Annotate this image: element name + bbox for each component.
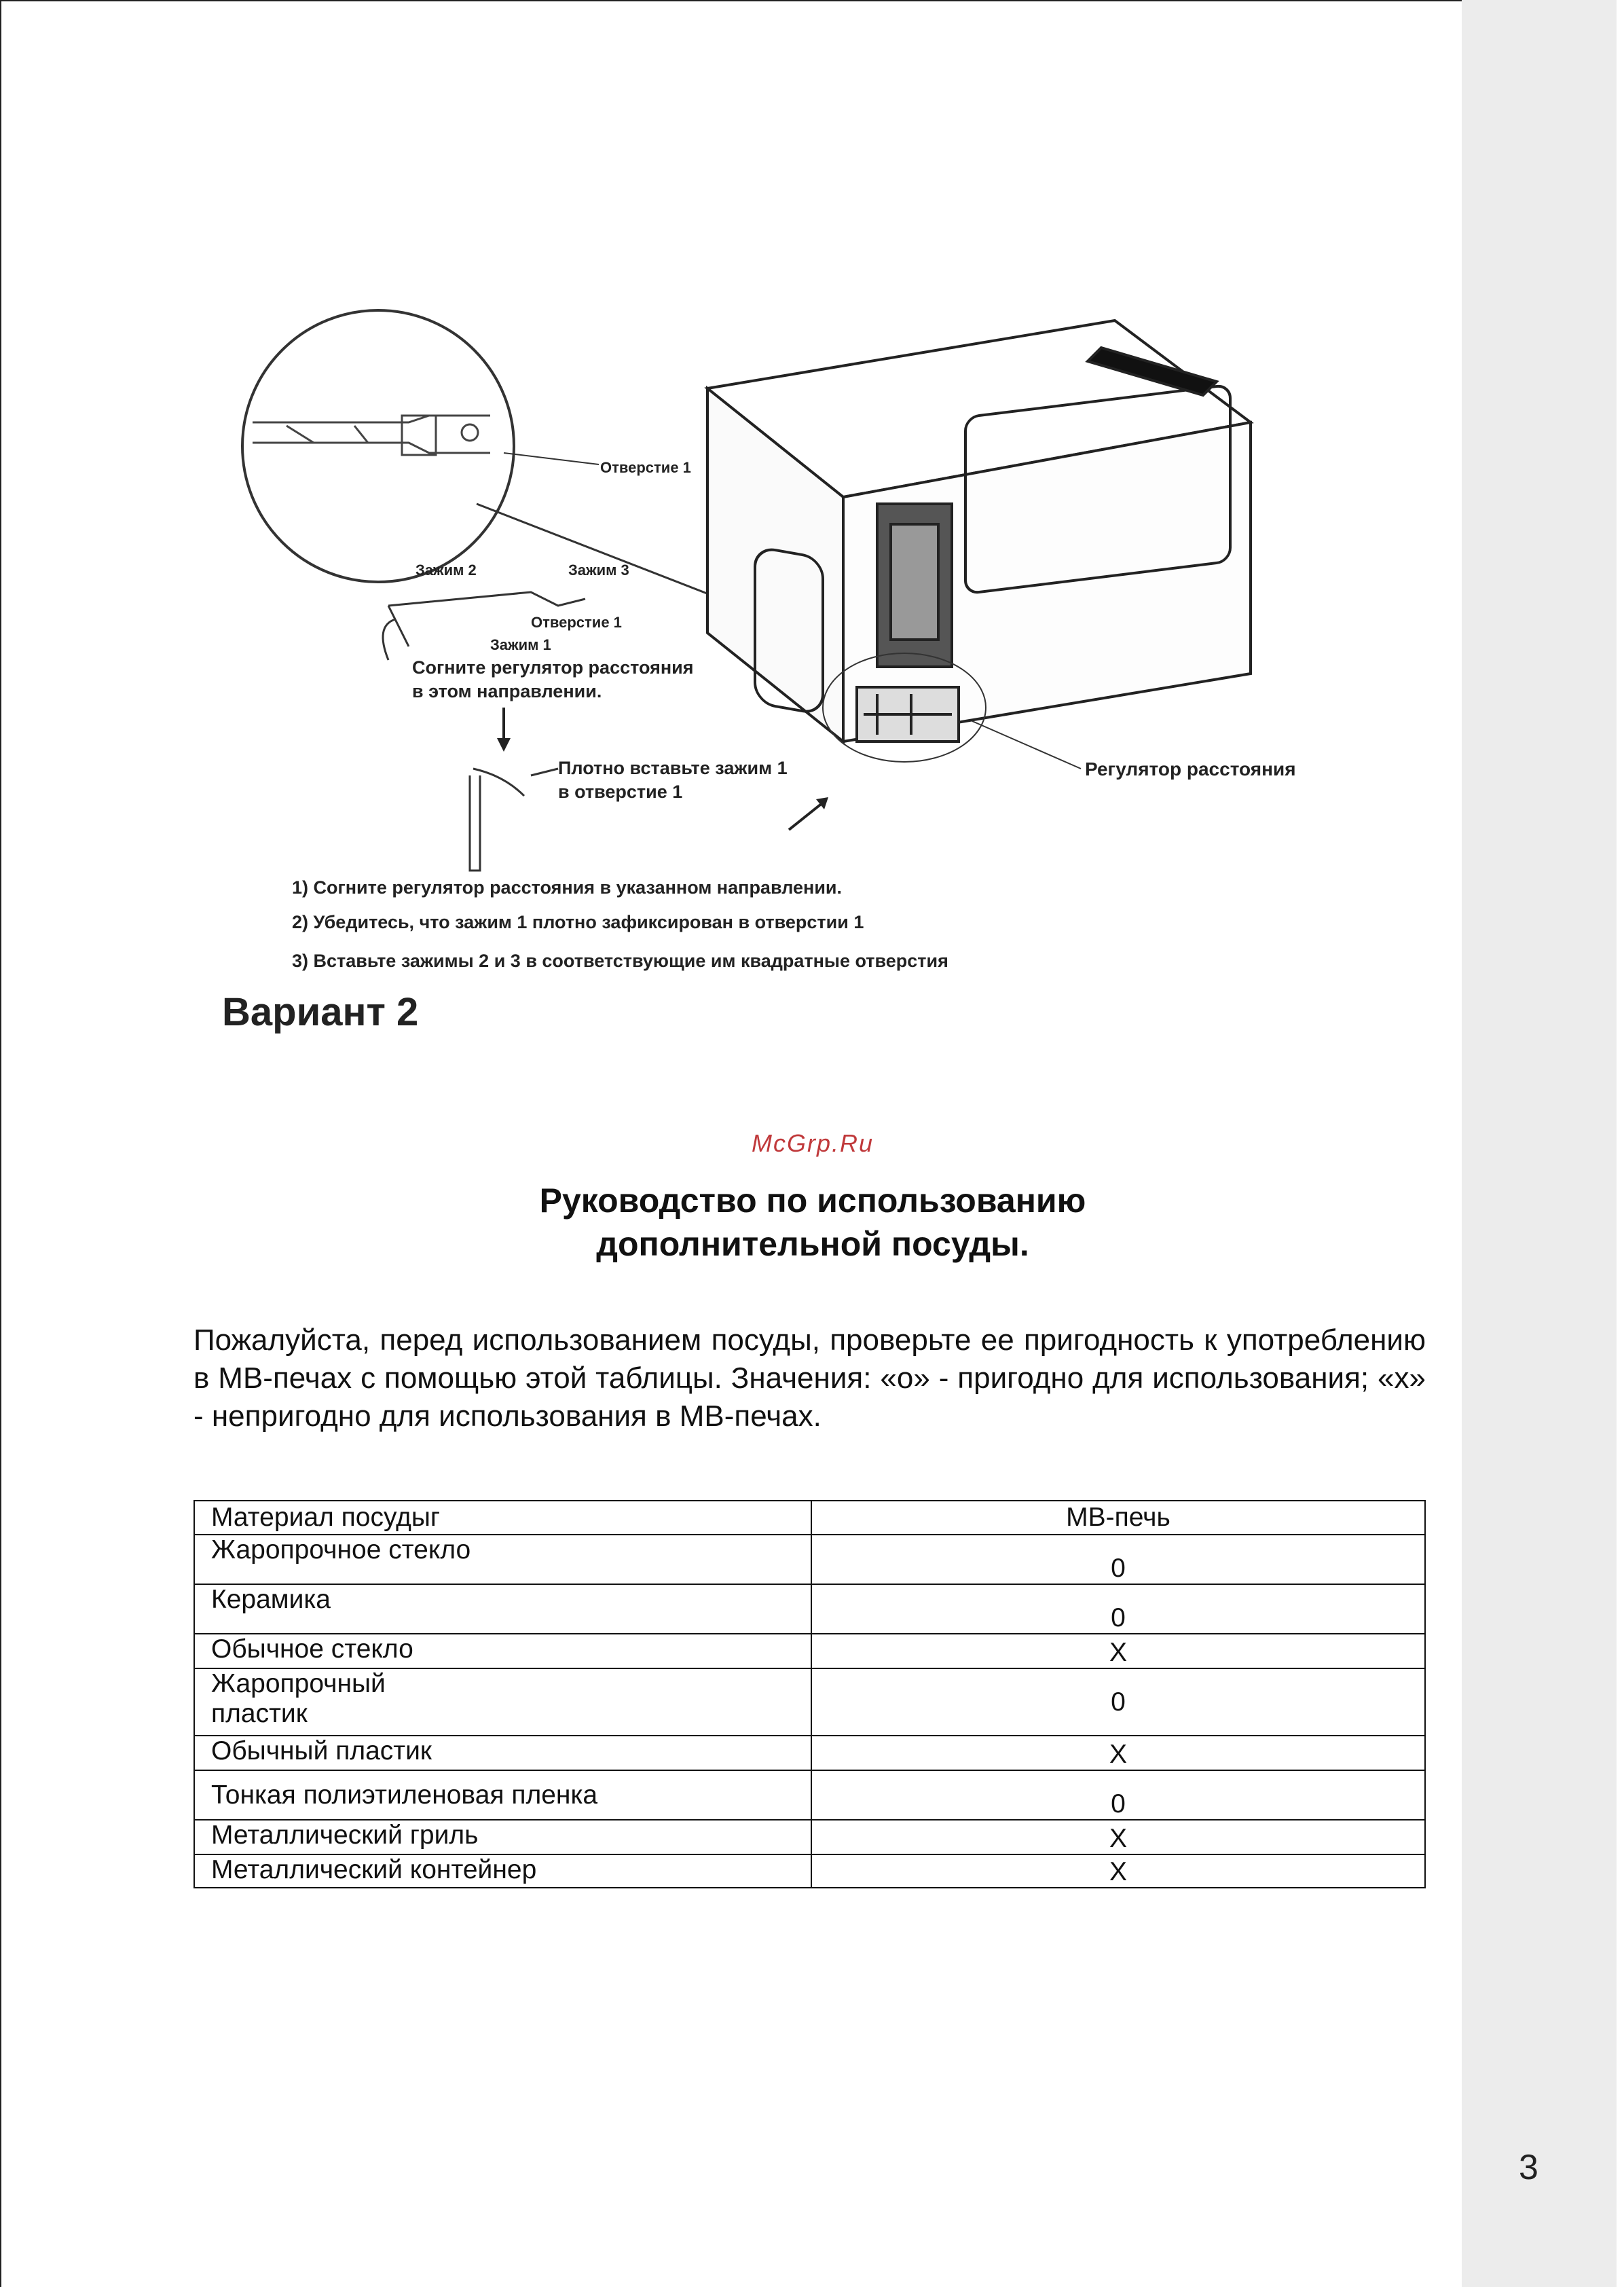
callout-hole1: Отверстие 1: [531, 614, 622, 631]
cookware-table: [193, 1500, 1426, 1888]
table-row: [194, 1535, 1425, 1584]
intro-paragraph: Пожалуйста, перед использованием посуды, проверьте ее пригодность к употреблению в МВ-печах с помощью этой таблицы. Значения: «o» - пригодно для использования; «x» - непригодно для использования в МВ-печах.: [193, 1323, 1426, 1433]
zoom-circle: [242, 310, 514, 582]
step-1: 1) Согните регулятор расстояния в указанном направлении.: [292, 877, 843, 898]
header-material: Материал посудыг: [194, 1501, 811, 1535]
material-cell: Жаропрочное стекло: [194, 1535, 811, 1584]
header-microwave: МВ-печь: [811, 1501, 1425, 1535]
callout-clamp1: Зажим 1: [490, 636, 551, 653]
table-header-row: [194, 1501, 1425, 1535]
variant-label: Вариант 2: [222, 990, 419, 1034]
value-cell: 0: [811, 1584, 1425, 1634]
callout-hole1-top: Отверстие 1: [600, 459, 691, 476]
callout-clamp2: Зажим 2: [416, 562, 477, 579]
value-cell: Х: [811, 1854, 1425, 1888]
value-cell: Х: [811, 1634, 1425, 1668]
table-row: [194, 1634, 1425, 1668]
zoom-detail: [253, 416, 490, 455]
table-row: [194, 1820, 1425, 1854]
value-cell: 0: [811, 1668, 1425, 1736]
table-row: [194, 1736, 1425, 1770]
material-cell: Обычный пластик: [194, 1736, 811, 1770]
table-row: [194, 1770, 1425, 1820]
microwave-oven: [707, 321, 1251, 742]
table-row: [194, 1854, 1425, 1888]
step-2: 2) Убедитесь, что зажим 1 плотно зафиксирован в отверстии 1: [292, 912, 864, 932]
material-cell: Тонкая полиэтиленовая пленка: [194, 1770, 811, 1820]
installation-diagram: [205, 307, 1296, 1054]
table-row: [194, 1584, 1425, 1634]
material-cell: Керамика: [194, 1584, 811, 1634]
watermark: McGrp.Ru: [751, 1129, 874, 1157]
clamp-insert-sketch: [470, 769, 558, 871]
page-margin-strip: [1462, 0, 1617, 2287]
callout-insert-line1: Плотно вставьте зажим 1: [558, 758, 788, 778]
callout-bend-line2: в этом направлении.: [412, 681, 602, 701]
material-cell: Жаропрочный пластик: [194, 1668, 811, 1736]
title-line-2: дополнительной посуды.: [596, 1225, 1029, 1263]
value-cell: 0: [811, 1770, 1425, 1820]
callout-bend-line1: Согните регулятор расстояния: [412, 657, 694, 678]
material-cell: Металлический гриль: [194, 1820, 811, 1854]
title-line-1: Руководство по использованию: [539, 1182, 1086, 1220]
value-cell: Х: [811, 1736, 1425, 1770]
value-cell: 0: [811, 1535, 1425, 1584]
callout-insert-line2: в отверстие 1: [558, 782, 683, 802]
value-cell: Х: [811, 1820, 1425, 1854]
material-cell: Металлический контейнер: [194, 1854, 811, 1888]
material-cell: Обычное стекло: [194, 1634, 811, 1668]
table-row: [194, 1668, 1425, 1736]
step-3: 3) Вставьте зажимы 2 и 3 в соответствующие им квадратные отверстия: [292, 951, 948, 971]
page-number: 3: [1519, 2148, 1538, 2187]
page-title: [1, 1179, 1624, 1266]
callout-clamp3: Зажим 3: [568, 562, 629, 579]
callout-regulator: Регулятор расстояния: [1085, 758, 1296, 780]
